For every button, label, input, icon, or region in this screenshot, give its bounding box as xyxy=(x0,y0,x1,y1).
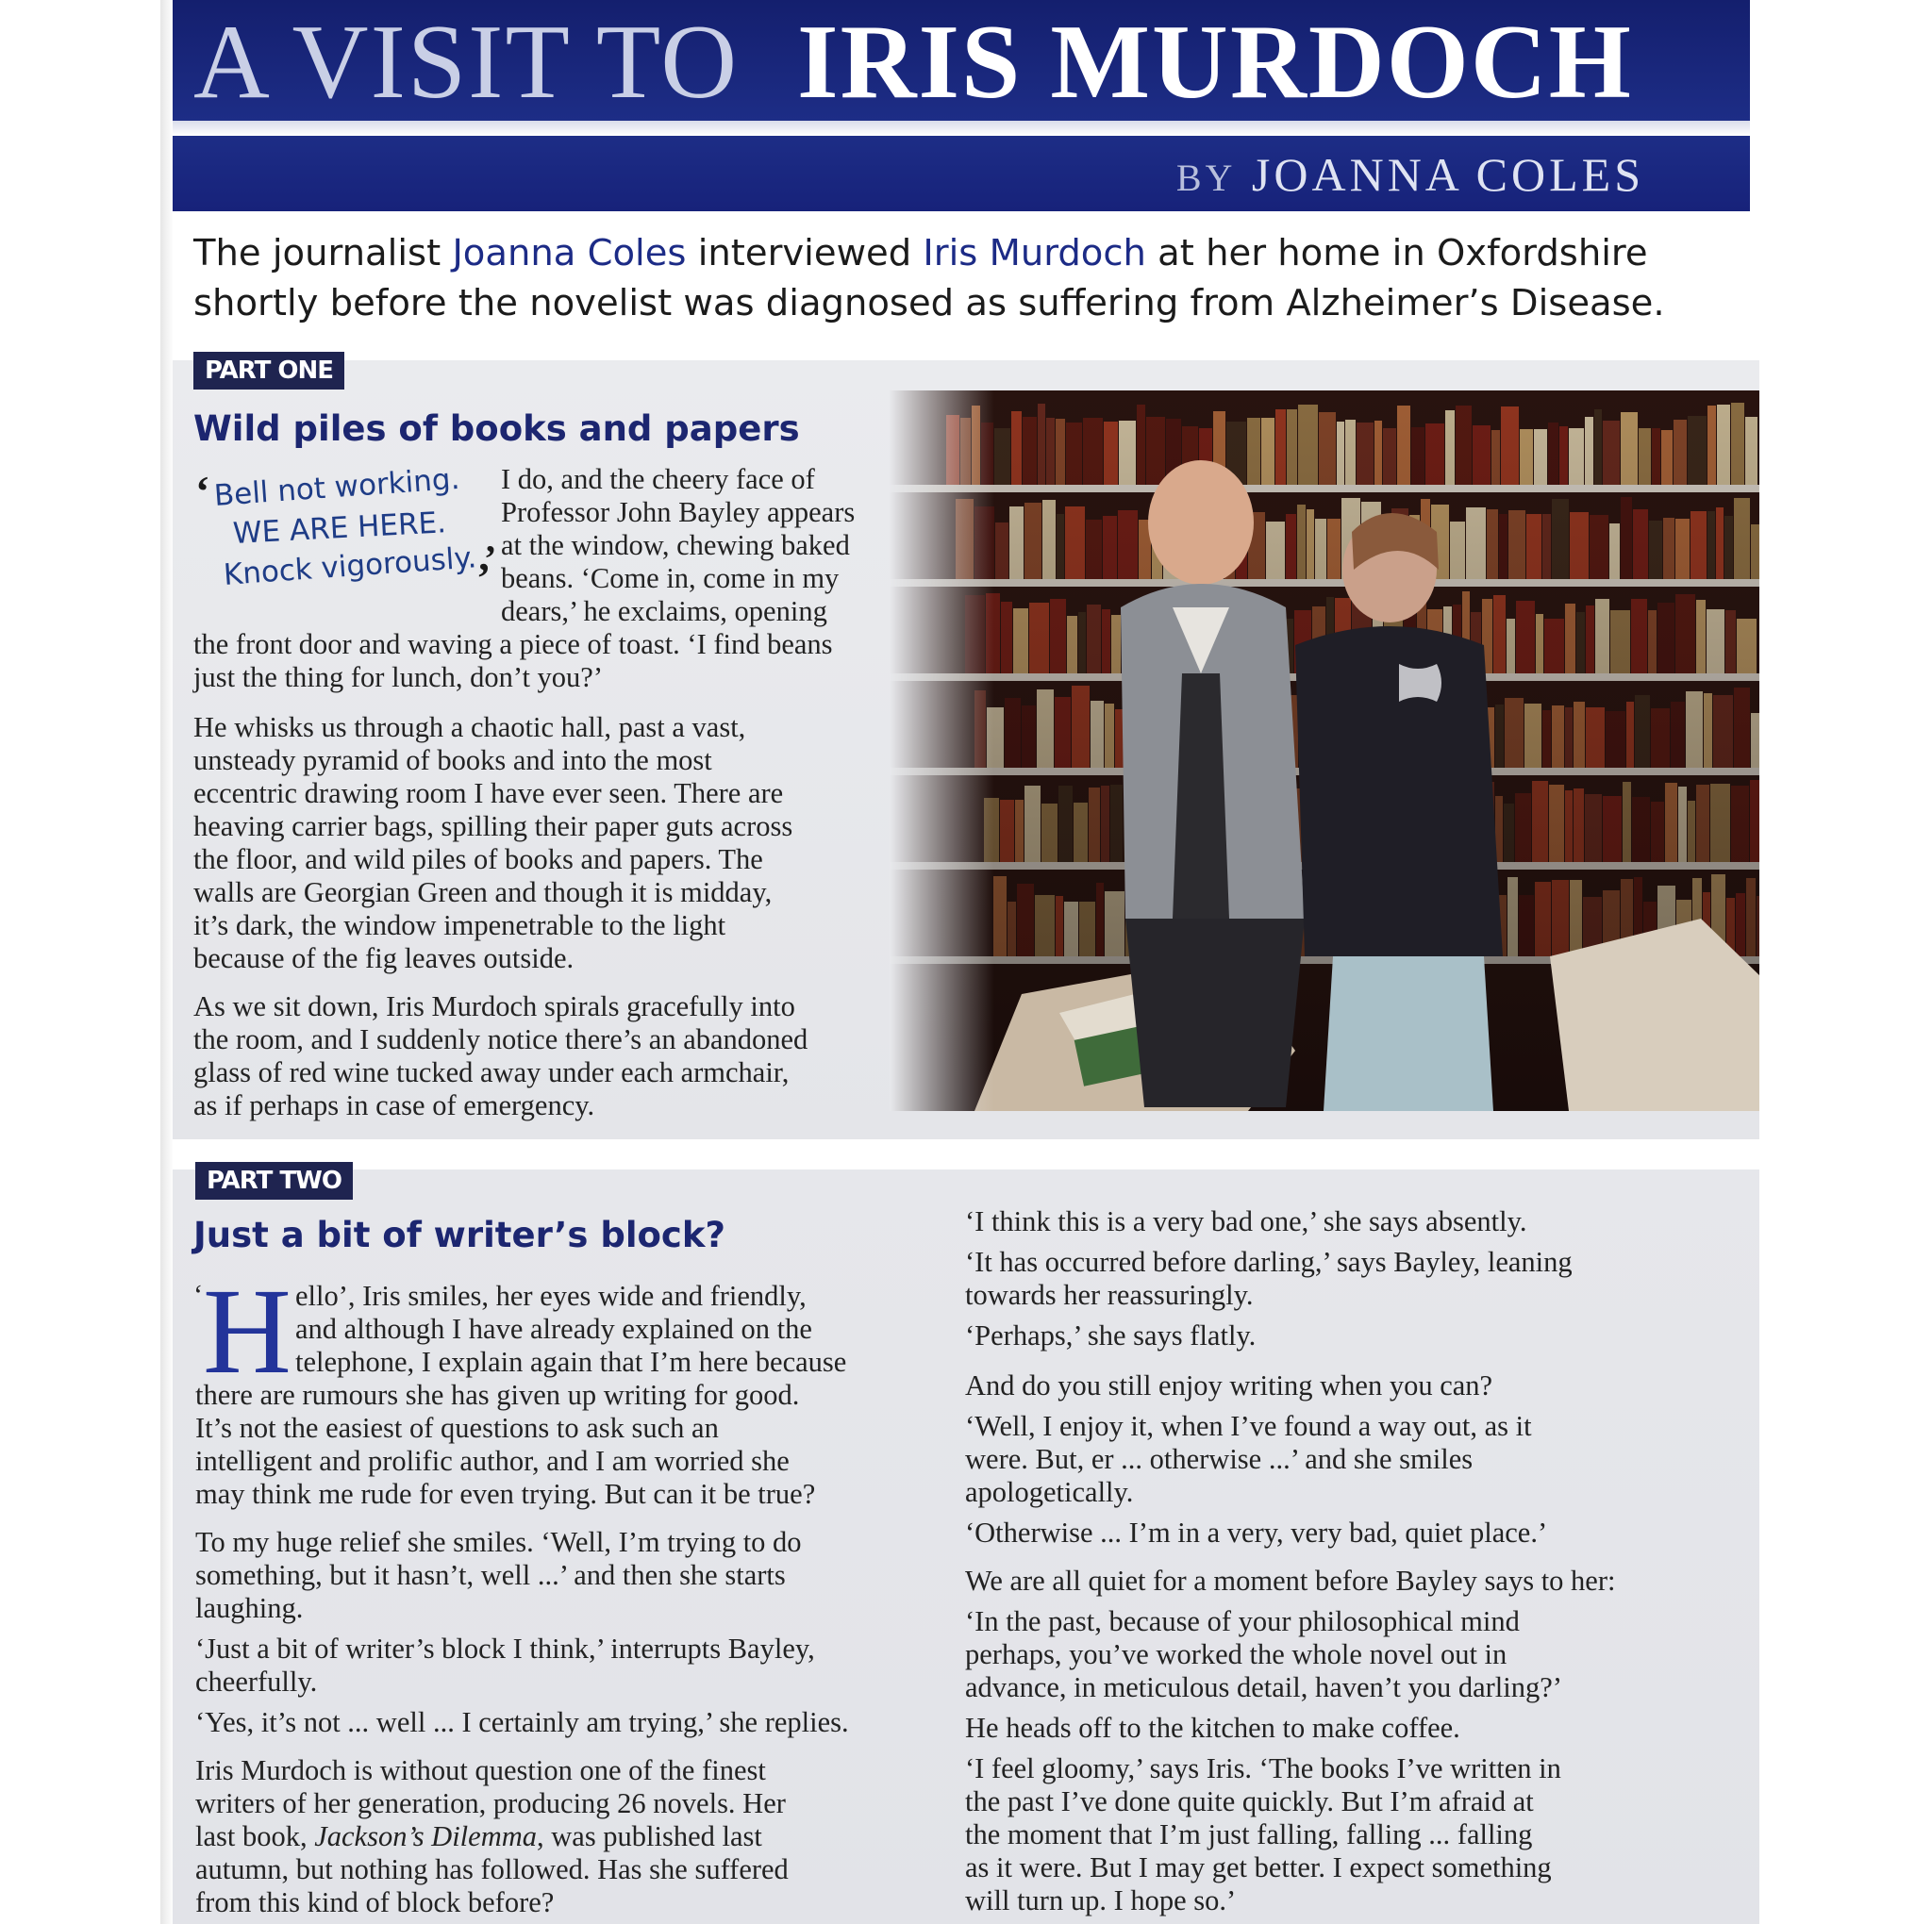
text-line: laughing. xyxy=(195,1592,304,1624)
byline-author: JOANNA COLES xyxy=(1251,148,1644,201)
text-line: ‘Perhaps,’ she says flatly. xyxy=(965,1319,1257,1352)
text-line: towards her reassuringly. xyxy=(965,1279,1254,1311)
text-line: the floor, and wild piles of books and papers. The xyxy=(193,843,763,875)
part-two-right-paragraph-5 xyxy=(965,1410,1532,1509)
part-one-tag: PART ONE xyxy=(193,352,344,390)
text-line: ‘I think this is a very bad one,’ she says absently. xyxy=(965,1205,1527,1237)
part-two-right-paragraph-6 xyxy=(965,1517,1547,1550)
text-line: will turn up. I hope so.’ xyxy=(965,1884,1237,1916)
photo-murdoch-bayley-library xyxy=(890,390,1759,1111)
banner-divider xyxy=(173,121,1750,136)
part-one-paragraph-1-cont xyxy=(193,628,833,694)
text-line: apologetically. xyxy=(965,1476,1134,1508)
text-line: were. But, er ... otherwise ...’ and she smiles xyxy=(965,1443,1474,1475)
part-two-heading: Just a bit of writer’s block? xyxy=(193,1215,725,1255)
text-line: ‘In the past, because of your philosophical mind xyxy=(965,1605,1520,1637)
text-line: there are rumours she has given up writing for good. xyxy=(195,1379,800,1411)
byline xyxy=(1176,145,1644,207)
text-line: As we sit down, Iris Murdoch spirals gracefully into xyxy=(193,990,795,1022)
text-line: ello’, Iris smiles, her eyes wide and friendly, xyxy=(295,1280,807,1312)
intro-line-2: shortly before the novelist was diagnosed as suffering from Alzheimer’s Disease. xyxy=(193,282,1665,324)
part-two-right-paragraph-7 xyxy=(965,1565,1615,1598)
text-line: just the thing for lunch, don’t you?’ xyxy=(193,661,603,693)
text-line: It’s not the easiest of questions to ask such an xyxy=(195,1412,719,1444)
text-line: something, but it hasn’t, well ...’ and then she starts xyxy=(195,1559,786,1591)
text-line: from this kind of block before? xyxy=(195,1886,555,1918)
text-line: He heads off to the kitchen to make coffee. xyxy=(965,1712,1460,1744)
text-line: may think me rude for even trying. But can it be true? xyxy=(195,1478,816,1510)
part-two-right-paragraph-10 xyxy=(965,1752,1561,1917)
text-line: dears,’ he exclaims, opening xyxy=(501,595,827,627)
text-line: autumn, but nothing has followed. Has she suffered xyxy=(195,1853,789,1885)
text-line: Iris Murdoch is without question one of the finest xyxy=(195,1754,766,1786)
title-banner xyxy=(173,0,1750,121)
part-two-left-paragraph-1-cont xyxy=(195,1379,815,1511)
text-line: I do, and the cheery face of xyxy=(501,463,815,495)
part-two-left-paragraph-2 xyxy=(195,1526,802,1625)
part-two-right-paragraph-4 xyxy=(965,1369,1492,1402)
magazine-page xyxy=(173,0,1759,1924)
text-line: intelligent and prolific author, and I am worried she xyxy=(195,1445,790,1477)
text-line xyxy=(195,1820,789,1853)
text-line: ‘Just a bit of writer’s block I think,’ interrupts Bayley, xyxy=(195,1633,815,1665)
text-line: because of the fig leaves outside. xyxy=(193,942,575,974)
intro-standfirst xyxy=(193,228,1740,328)
note-line: WE ARE HERE. xyxy=(232,506,447,551)
note-line: Bell not working. xyxy=(212,461,461,513)
text-line: ‘Well, I enjoy it, when I’ve found a way out, as it xyxy=(965,1410,1532,1442)
text-line: perhaps, you’ve worked the whole novel out in xyxy=(965,1638,1507,1670)
text-line: heaving carrier bags, spilling their paper guts across xyxy=(193,810,793,842)
text-line: walls are Georgian Green and though it is midday, xyxy=(193,876,773,908)
text-line: glass of red wine tucked away under each armchair, xyxy=(193,1056,790,1088)
part-one-paragraph-1 xyxy=(501,463,855,628)
text-line: and although I have already explained on the xyxy=(295,1313,812,1345)
intro-text: The journalist xyxy=(193,232,453,274)
text-line: ‘I feel gloomy,’ says Iris. ‘The books I’ve written in xyxy=(965,1752,1561,1784)
part-two-right-paragraph-9 xyxy=(965,1712,1460,1745)
text-line: the front door and waving a piece of toast. ‘I find beans xyxy=(193,628,833,660)
intro-text: at her home in Oxfordshire xyxy=(1145,232,1648,274)
text-line: telephone, I explain again that I’m here because xyxy=(295,1346,847,1378)
text-line: unsteady pyramid of books and into the most xyxy=(193,744,712,776)
text-line: We are all quiet for a moment before Bayley says to her: xyxy=(965,1565,1616,1597)
text-line: ‘It has occurred before darling,’ says Bayley, leaning xyxy=(965,1246,1573,1278)
title-light: A VISIT TO xyxy=(193,4,740,121)
text-line: He whisks us through a chaotic hall, past a vast, xyxy=(193,711,746,743)
text-line: eccentric drawing room I have ever seen. There are xyxy=(193,777,784,809)
text-line: ‘Yes, it’s not ... well ... I certainly am trying,’ she replies. xyxy=(195,1706,849,1738)
intro-name-joanna: Joanna Coles xyxy=(452,232,687,274)
part-two-right-paragraph-2 xyxy=(965,1246,1573,1312)
text-line: as if perhaps in case of emergency. xyxy=(193,1089,595,1121)
intro-name-iris: Iris Murdoch xyxy=(923,232,1146,274)
text-line: beans. ‘Come in, come in my xyxy=(501,562,840,594)
page-gutter-shadow xyxy=(160,0,174,1924)
text-line: cheerfully. xyxy=(195,1666,318,1698)
photo-illustration xyxy=(890,390,1759,1111)
part-two-right-paragraph-1 xyxy=(965,1205,1526,1238)
byline-banner xyxy=(173,136,1750,211)
note-comma: , xyxy=(486,518,495,560)
text-line: the moment that I’m just falling, falling ... falling xyxy=(965,1818,1533,1850)
part-two-right-paragraph-3 xyxy=(965,1319,1256,1352)
part-two-right-paragraph-8 xyxy=(965,1605,1562,1704)
part-two-left-paragraph-1 xyxy=(295,1280,846,1379)
note-line: Knock vigorously. xyxy=(222,540,478,592)
text-line: ‘Otherwise ... I’m in a very, very bad, quiet place.’ xyxy=(965,1517,1548,1549)
part-two-left-paragraph-5 xyxy=(195,1754,789,1919)
dropcap-letter: H xyxy=(203,1264,291,1400)
part-one-paragraph-2 xyxy=(193,711,792,975)
intro-text: interviewed xyxy=(686,232,924,274)
text-line: Professor John Bayley appears xyxy=(501,496,856,528)
text-fragment: , was published last xyxy=(537,1820,762,1852)
part-two-tag: PART TWO xyxy=(195,1162,353,1200)
part-one-paragraph-3 xyxy=(193,990,808,1122)
note-open-quote: ‘ xyxy=(195,467,210,515)
dropcap-quote: ‘ xyxy=(193,1279,204,1311)
text-line: writers of her generation, producing 26 novels. Her xyxy=(195,1787,786,1819)
text-line: as it were. But I may get better. I expect something xyxy=(965,1851,1552,1883)
text-line: the room, and I suddenly notice there’s an abandoned xyxy=(193,1023,808,1055)
text-line: advance, in meticulous detail, haven’t you darling?’ xyxy=(965,1671,1562,1703)
text-line: To my huge relief she smiles. ‘Well, I’m trying to do xyxy=(195,1526,802,1558)
text-line: at the window, chewing baked xyxy=(501,529,850,561)
note-close-quote: ’ xyxy=(476,554,491,602)
title-bold: IRIS MURDOCH xyxy=(797,4,1633,121)
intro-line-1 xyxy=(193,228,1740,278)
text-line: the past I’ve done quite quickly. But I’m afraid at xyxy=(965,1785,1534,1817)
part-two-left-paragraph-4 xyxy=(195,1706,849,1739)
book-title: Jackson’s Dilemma xyxy=(314,1820,537,1852)
part-two-left-paragraph-3 xyxy=(195,1633,815,1699)
text-line: it’s dark, the window impenetrable to the light xyxy=(193,909,726,941)
part-one-heading: Wild piles of books and papers xyxy=(193,408,800,449)
text-line: And do you still enjoy writing when you can? xyxy=(965,1369,1493,1402)
byline-by: BY xyxy=(1175,157,1237,199)
text-fragment: last book, xyxy=(195,1820,315,1852)
